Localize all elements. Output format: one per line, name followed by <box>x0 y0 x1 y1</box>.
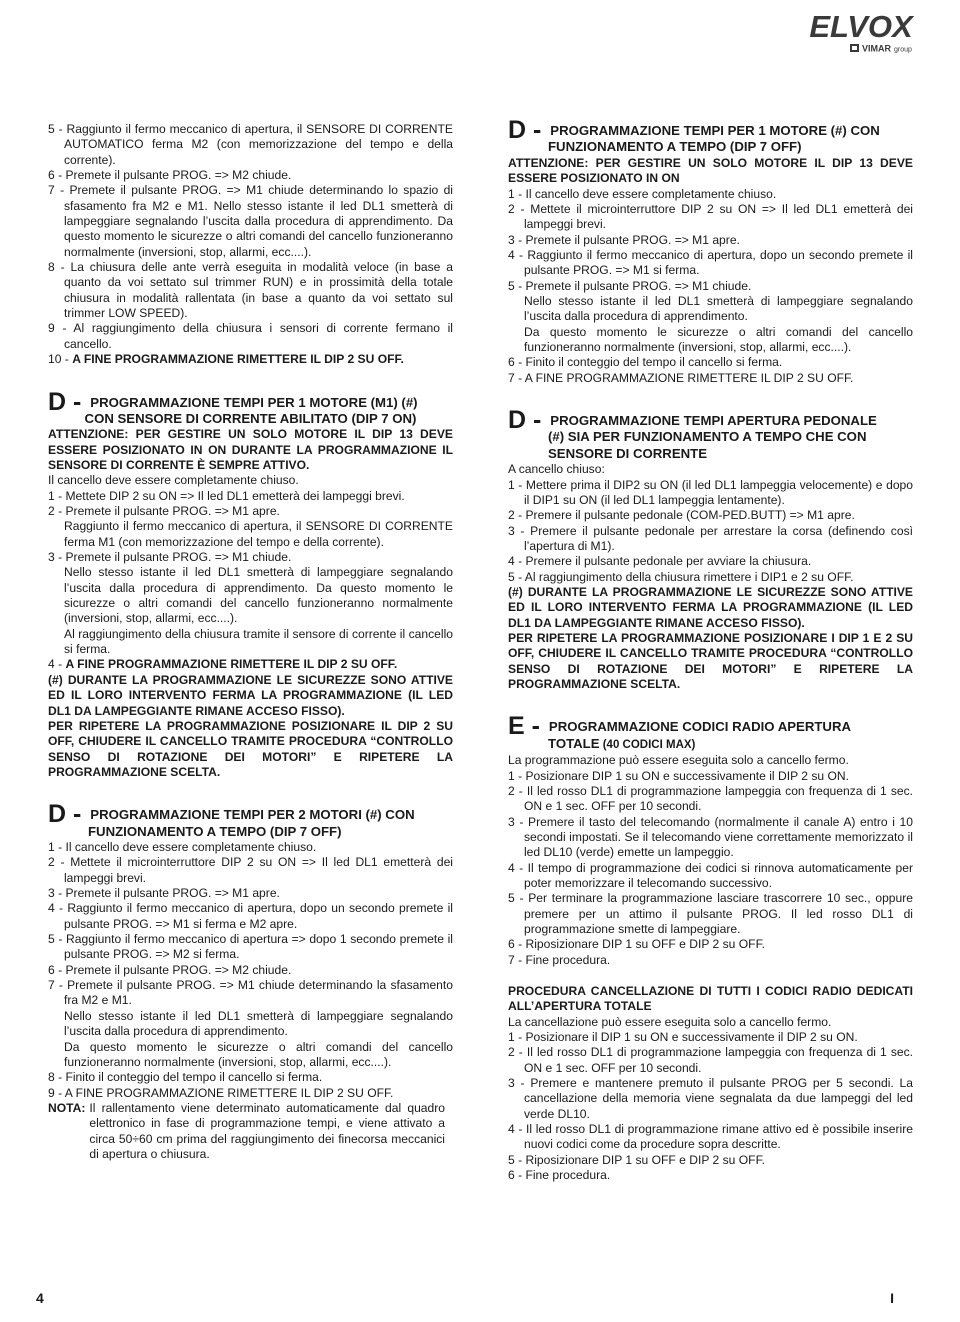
warning-text: ATTENZIONE: PER GESTIRE UN SOLO MOTORE IL DIP 13 DEVE ESSERE POSIZIONATO IN ON DURANTE LA PROGRAMMAZIONE IL SENSORE DI CORRENTE È SEMPRE ATTIVO. <box>48 427 453 472</box>
elvox-logo <box>806 10 916 55</box>
list-item: 7 - Premete il pulsante PROG. => M1 chiude determinando la sfasamento fra M2 e M1. <box>48 978 453 1008</box>
list-item: 4 - Il led rosso DL1 di programmazione rimane attivo ed è possibile inserire nuovi codici come da procedure sopra descritte. <box>508 1122 913 1152</box>
list-item: 4 - Raggiunto il fermo meccanico di apertura, dopo un secondo premete il pulsante PROG. => M1 si ferma. <box>508 247 913 278</box>
list-item: 2 - Il led rosso DL1 di programmazione lampeggia con frequenza di 1 sec. ON e 1 sec. OFF per 10 secondi. <box>508 1045 913 1075</box>
svg-text:group: group <box>894 46 912 54</box>
list-item: Il cancello deve essere completamente chiuso. <box>48 473 299 488</box>
language-marker: I <box>890 1290 894 1306</box>
list-item: 2 - Mettete il microinterruttore DIP 2 su ON => Il led DL1 emetterà dei lampeggi brevi. <box>48 855 453 885</box>
intro-text: A cancello chiuso: <box>508 462 605 477</box>
section-heading: D - PROGRAMMAZIONE TEMPI APERTURA PEDONALE (#) SIA PER FUNZIONAMENTO A TEMPO CHE CON SENSORE DI CORRENTE <box>508 405 877 461</box>
list-item: 4 - A FINE PROGRAMMAZIONE RIMETTERE IL DIP 2 SU OFF. <box>48 657 398 672</box>
list-item: 1 - Il cancello deve essere completamente chiuso. <box>508 186 777 201</box>
list-item: 7 - A FINE PROGRAMMAZIONE RIMETTERE IL DIP 2 SU OFF. <box>508 370 854 385</box>
list-item: 1 - Posizionare DIP 1 su ON e successivamente il DIP 2 su ON. <box>508 768 850 783</box>
list-item: 3 - Premere e mantenere premuto il pulsante PROG per 5 secondi. La cancellazione della memoria viene segnalata da due lampeggi del led verde DL10. <box>508 1076 913 1121</box>
list-item: 6 - Premete il pulsante PROG. => M2 chiude. <box>48 168 292 183</box>
note-text: Il rallentamento viene determinato automaticamente dal quadro elettronico in fase di programmazione tempi, e viene attivato a circa 50÷60 cm prima del raggiungimento dei finecorsa meccanici di apertura o chiusura. <box>89 1100 445 1161</box>
list-item: 3 - Premere il tasto del telecomando (normalmente il canale A) entro i 10 secondi impostati. Se il telecomando viene correttamente memorizzato il led DL10 (verde) emette un lampeggio. <box>508 814 913 860</box>
section-heading: D - PROGRAMMAZIONE TEMPI PER 2 MOTORI (#) CON FUNZIONAMENTO A TEMPO (DIP 7 OFF) <box>48 800 415 839</box>
list-item: 2 - Premere il pulsante pedonale (COM-PED.BUTT) => M1 apre. <box>508 508 855 523</box>
section-heading: D - PROGRAMMAZIONE TEMPI PER 1 MOTORE (M1) (#) CON SENSORE DI CORRENTE ABILITATO (DIP 7 ON) <box>48 387 418 426</box>
list-item: 1 - Posizionare il DIP 1 su ON e successivamente il DIP 2 su ON. <box>508 1030 858 1044</box>
note-block <box>48 1101 453 1162</box>
list-item: 1 - Mettete DIP 2 su ON => Il led DL1 emetterà dei lampeggi brevi. <box>48 488 405 503</box>
list-item: 1 - Mettere prima il DIP2 su ON (il led DL1 lampeggia velocemente) e dopo il DIP1 su ON (il led DL1 lampeggia lentamente). <box>508 477 913 507</box>
list-item: 3 - Premere il pulsante pedonale per arrestare la corsa (definendo così l’apertura di M1). <box>508 523 913 553</box>
note-text: PER RIPETERE LA PROGRAMMAZIONE POSIZIONARE I DIP 1 E 2 SU OFF, CHIUDERE IL CANCELLO TRAMITE PROCEDURA “CONTROLLO SENSO DI ROTAZIONE DEI MOTORI” E RIPETERE LA PROGRAMMAZIONE SCELTA. <box>508 630 913 691</box>
list-item: 3 - Premete il pulsante PROG. => M1 apre. <box>508 232 740 247</box>
right-column <box>508 116 913 1183</box>
section-heading: PROCEDURA CANCELLAZIONE DI TUTTI I CODICI RADIO DEDICATI ALL’APERTURA TOTALE <box>508 983 913 1014</box>
list-item: 5 - Per terminare la programmazione lasciare trascorrere 10 sec., oppure premere per un attimo il pulsante PROG. Il led rosso DL1 di programmazione smette di lampeggiare. <box>508 891 913 936</box>
list-item: 5 - Raggiunto il fermo meccanico di apertura => dopo 1 secondo premete il pulsante PROG. => M2 si ferma. <box>48 932 453 962</box>
note-text: (#) DURANTE LA PROGRAMMAZIONE LE SICUREZZE SONO ATTIVE ED IL LORO INTERVENTO FERMA LA PROGRAMMAZIONE (IL LED DL1 DA LAMPEGGIANTE RIMANE ACCESO FISSO). <box>508 584 913 630</box>
list-item: 7 - Premete il pulsante PROG. => M1 chiude determinando lo spazio di sfasamento fra M2 e M1. Nello stesso istante il led DL1 smetterà di lampeggiare segnalando l’uscita dalla procedura di apprendimento. Da questo momento le sicurezze o altri comandi del cancello funzioneranno normalmente (inversioni, stop, allarmi, ecc....). <box>48 183 453 259</box>
sub-paragraph: Raggiunto il fermo meccanico di apertura, il SENSORE DI CORRENTE ferma M1 (con memorizzazione del tempo e della corrente). <box>64 519 453 549</box>
list-item: 5 - Raggiunto il fermo meccanico di apertura, il SENSORE DI CORRENTE AUTOMATICO ferma M2 (con memorizzazione del tempo e della corrente). <box>48 122 453 167</box>
list-item: 10 - A FINE PROGRAMMAZIONE RIMETTERE IL DIP 2 SU OFF. <box>48 352 404 367</box>
list-item: 3 - Premete il pulsante PROG. => M1 chiude. <box>48 550 292 565</box>
intro-text: La programmazione può essere eseguita solo a cancello fermo. <box>508 753 849 768</box>
list-item: 2 - Mettete il microinterruttore DIP 2 su ON => Il led DL1 emetterà dei lampeggi brevi. <box>508 201 913 232</box>
sub-paragraph: Nello stesso istante il led DL1 smetterà di lampeggiare segnalando l’uscita dalla procedura di apprendimento. <box>64 1008 453 1039</box>
intro-text: La cancellazione può essere eseguita solo a cancello fermo. <box>508 1014 832 1029</box>
list-item: 9 - A FINE PROGRAMMAZIONE RIMETTERE IL DIP 2 SU OFF. <box>48 1085 394 1100</box>
list-item: 2 - Il led rosso DL1 di programmazione lampeggia con frequenza di 1 sec. ON e 1 sec. OFF per 10 secondi. <box>508 783 913 814</box>
note-label: NOTA: <box>48 1100 86 1115</box>
section-heading: D - PROGRAMMAZIONE TEMPI PER 1 MOTORE (#) CON FUNZIONAMENTO A TEMPO (DIP 7 OFF) <box>508 116 880 155</box>
note-text: (#) DURANTE LA PROGRAMMAZIONE LE SICUREZZE SONO ATTIVE ED IL LORO INTERVENTO FERMA LA PROGRAMMAZIONE (IL LED DL1 DA LAMPEGGIANTE RIMANE ACCESO FISSO). <box>48 672 453 718</box>
section-heading: E - PROGRAMMAZIONE CODICI RADIO APERTURA TOTALE (40 CODICI MAX) <box>508 712 851 751</box>
sub-paragraph: Da questo momento le sicurezze o altri comandi del cancello funzioneranno normalmente (inversioni, stop, allarmi, ecc....). <box>524 324 913 354</box>
list-item: 3 - Premete il pulsante PROG. => M1 apre. <box>48 886 280 901</box>
list-item: 4 - Raggiunto il fermo meccanico di apertura, dopo un secondo premete il pulsante PROG. => M1 si ferma e M2 apre. <box>48 901 453 931</box>
sub-paragraph: Nello stesso istante il led DL1 smetterà di lampeggiare segnalando l’uscita dalla procedura di apprendimento. <box>524 293 913 324</box>
list-item: 6 - Premete il pulsante PROG. => M2 chiude. <box>48 962 292 977</box>
sub-paragraph: Da questo momento le sicurezze o altri comandi del cancello funzioneranno normalmente (inversioni, stop, allarmi, ecc....). <box>64 1039 453 1069</box>
list-item: 5 - Al raggiungimento della chiusura rimettere i DIP1 e 2 su OFF. <box>508 569 854 584</box>
vimar-group-text: VIMAR <box>862 43 891 54</box>
list-item: 6 - Fine procedura. <box>508 1168 611 1183</box>
list-item: 6 - Finito il conteggio del tempo il cancello si ferma. <box>508 355 783 370</box>
list-item: 1 - Il cancello deve essere completamente chiuso. <box>48 840 317 855</box>
sub-paragraph: Nello stesso istante il led DL1 smetterà di lampeggiare segnalando l’uscita dalla procedura di apprendimento. Da questo momento le sicurezze o altri comandi del cancello funzioneranno normalmente (inversioni, stop, allarmi, ecc....). <box>64 565 453 626</box>
list-item: 5 - Premete il pulsante PROG. => M1 chiude. <box>508 278 752 293</box>
sub-paragraph: Al raggiungimento della chiusura tramite il sensore di corrente il cancello si ferma. <box>64 626 453 657</box>
list-item: 6 - Riposizionare DIP 1 su OFF e DIP 2 su OFF. <box>508 937 765 952</box>
list-item: 7 - Fine procedura. <box>508 952 611 967</box>
list-item: 8 - Finito il conteggio del tempo il cancello si ferma. <box>48 1070 323 1085</box>
list-item: 2 - Premete il pulsante PROG. => M1 apre. <box>48 504 280 519</box>
list-item: 4 - Il tempo di programmazione dei codici si rinnova automaticamente per poter memorizzare il telecomando successivo. <box>508 860 913 890</box>
list-item: 8 - La chiusura delle ante verrà eseguita in modalità veloce (in base a quanto da voi settato sul trimmer RUN) e in prossimità della totale chiusura in modalità rallentata (in base a quanto da voi settato sul trimmer LOW SPEED). <box>48 260 453 321</box>
left-column <box>48 122 453 1162</box>
page-number: 4 <box>36 1290 44 1306</box>
list-item: 5 - Riposizionare DIP 1 su OFF e DIP 2 su OFF. <box>508 1152 765 1167</box>
note-text: PER RIPETERE LA PROGRAMMAZIONE POSIZIONARE IL DIP 2 SU OFF, CHIUDERE IL CANCELLO TRAMITE PROCEDURA “CONTROLLO SENSO DI ROTAZIONE DEI MOTORI” E RIPETERE LA PROGRAMMAZIONE SCELTA. <box>48 718 453 779</box>
list-item: 9 - Al raggiungimento della chiusura i sensori di corrente fermano il cancello. <box>48 321 453 351</box>
list-item: 4 - Premere il pulsante pedonale per avviare la chiusura. <box>508 554 812 569</box>
warning-text: ATTENZIONE: PER GESTIRE UN SOLO MOTORE IL DIP 13 DEVE ESSERE POSIZIONATO IN ON <box>508 155 913 186</box>
elvox-logo-text: ELVOX <box>809 10 913 44</box>
